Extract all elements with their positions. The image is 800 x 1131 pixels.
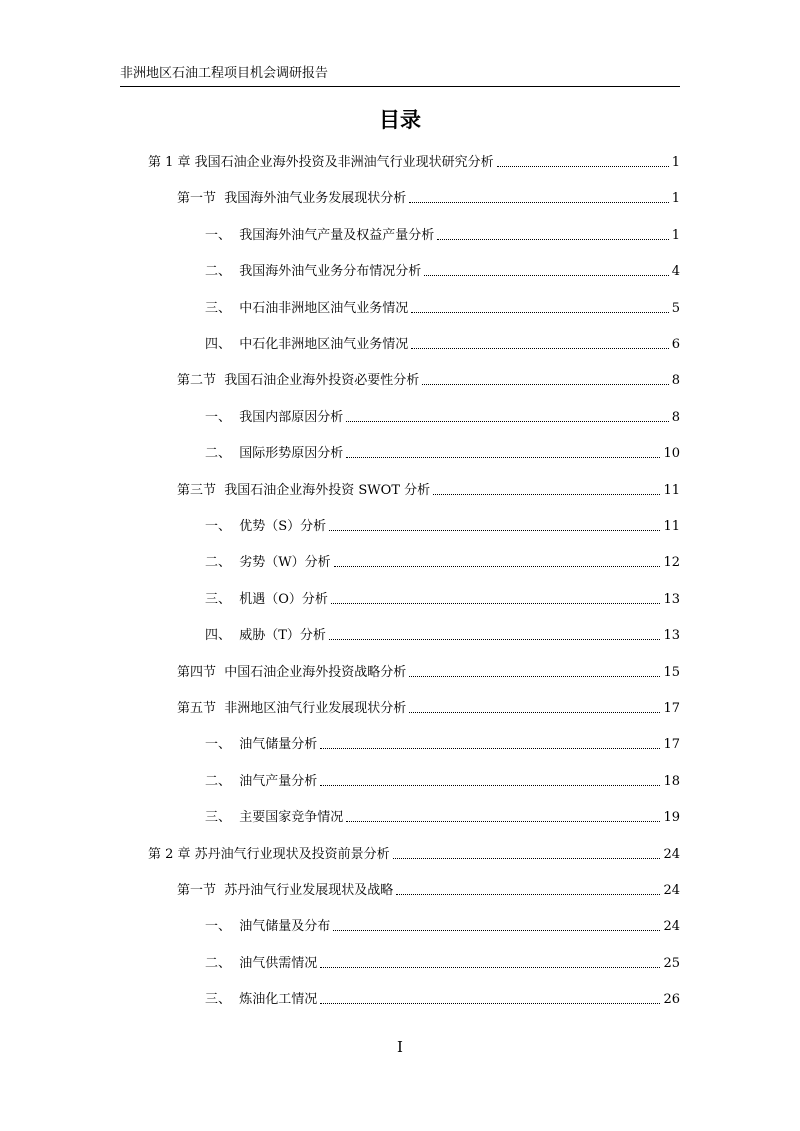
toc-entry-label: 一、 我国海外油气产量及权益产量分析 bbox=[205, 228, 435, 243]
page-number: I bbox=[397, 1038, 403, 1056]
toc-entry-page: 17 bbox=[663, 701, 680, 716]
toc-entry[interactable] bbox=[205, 589, 680, 607]
toc-entry[interactable] bbox=[205, 734, 680, 752]
toc-entry-label: 二、 我国海外油气业务分布情况分析 bbox=[205, 264, 422, 279]
toc-entry-page: 11 bbox=[663, 519, 680, 534]
toc-dot-leader bbox=[333, 929, 660, 931]
toc-entry-page: 12 bbox=[663, 555, 680, 570]
toc-entry-label: 第三节 我国石油企业海外投资 SWOT 分析 bbox=[177, 483, 431, 498]
toc-entry-page: 5 bbox=[671, 301, 680, 316]
toc-entry-page: 6 bbox=[671, 337, 680, 352]
running-header: 非洲地区石油工程项目机会调研报告 bbox=[120, 66, 329, 81]
toc-entry-label: 二、 劣势（W）分析 bbox=[205, 555, 331, 570]
toc-entry-label: 三、 机遇（O）分析 bbox=[205, 592, 328, 607]
toc-entry-page: 4 bbox=[671, 264, 680, 279]
toc-entry-page: 24 bbox=[663, 883, 680, 898]
toc-dot-leader bbox=[320, 966, 660, 968]
toc-entry-page: 18 bbox=[663, 774, 680, 789]
toc-entry-label: 第二节 我国石油企业海外投资必要性分析 bbox=[177, 373, 420, 388]
toc-entry-label: 三、 中石油非洲地区油气业务情况 bbox=[205, 301, 409, 316]
toc-dot-leader bbox=[329, 638, 661, 640]
toc-entry-page: 26 bbox=[663, 992, 680, 1007]
toc-dot-leader bbox=[409, 711, 660, 713]
toc-dot-leader bbox=[409, 675, 660, 677]
toc-dot-leader bbox=[497, 165, 669, 167]
toc-entry[interactable] bbox=[205, 407, 680, 425]
toc-entry[interactable] bbox=[148, 844, 680, 862]
toc-entry-label: 一、 优势（S）分析 bbox=[205, 519, 327, 534]
toc-entry[interactable] bbox=[205, 261, 680, 279]
toc-dot-leader bbox=[411, 311, 668, 313]
toc-entry-page: 24 bbox=[663, 919, 680, 934]
toc-entry-page: 1 bbox=[671, 191, 680, 206]
toc-entry-label: 二、 油气供需情况 bbox=[205, 956, 318, 971]
toc-entry-label: 一、 油气储量分析 bbox=[205, 737, 318, 752]
toc-entry-page: 10 bbox=[663, 446, 680, 461]
toc-entry[interactable] bbox=[205, 625, 680, 643]
toc-entry-page: 15 bbox=[663, 665, 680, 680]
toc-dot-leader bbox=[396, 893, 660, 895]
toc-dot-leader bbox=[424, 274, 668, 276]
toc-dot-leader bbox=[346, 820, 660, 822]
toc-entry-page: 19 bbox=[663, 810, 680, 825]
toc-dot-leader bbox=[331, 602, 661, 604]
toc-entry-label: 第四节 中国石油企业海外投资战略分析 bbox=[177, 665, 407, 680]
toc-entry-label: 三、 主要国家竞争情况 bbox=[205, 810, 344, 825]
toc-entry[interactable] bbox=[205, 443, 680, 461]
toc-entry[interactable] bbox=[205, 516, 680, 534]
toc-dot-leader bbox=[329, 529, 660, 531]
toc-entry-page: 8 bbox=[671, 373, 680, 388]
toc-entry-page: 1 bbox=[671, 228, 680, 243]
toc-entry-label: 四、 中石化非洲地区油气业务情况 bbox=[205, 337, 409, 352]
toc-entry-label: 第 1 章 我国石油企业海外投资及非洲油气行业现状研究分析 bbox=[148, 155, 494, 170]
toc-dot-leader bbox=[433, 493, 660, 495]
toc-entry[interactable] bbox=[205, 989, 680, 1007]
toc-entry[interactable] bbox=[205, 552, 680, 570]
toc-dot-leader bbox=[393, 857, 661, 859]
toc-dot-leader bbox=[411, 347, 668, 349]
toc-entry-label: 第一节 我国海外油气业务发展现状分析 bbox=[177, 191, 407, 206]
toc-entry-page: 25 bbox=[663, 956, 680, 971]
toc-entry[interactable] bbox=[177, 880, 680, 898]
toc-entry[interactable] bbox=[177, 480, 680, 498]
toc-entry-label: 一、 油气储量及分布 bbox=[205, 919, 331, 934]
toc-dot-leader bbox=[422, 383, 668, 385]
toc-entry-page: 13 bbox=[663, 628, 680, 643]
toc-entry[interactable] bbox=[205, 953, 680, 971]
toc-entry-page: 11 bbox=[663, 483, 680, 498]
toc-entry[interactable] bbox=[177, 662, 680, 680]
toc-entry-page: 17 bbox=[663, 737, 680, 752]
toc-entry[interactable] bbox=[177, 370, 680, 388]
toc-dot-leader bbox=[320, 1002, 660, 1004]
toc-entry-label: 二、 国际形势原因分析 bbox=[205, 446, 344, 461]
toc-entry[interactable] bbox=[205, 807, 680, 825]
toc-entry-page: 13 bbox=[663, 592, 680, 607]
toc-entry[interactable] bbox=[205, 771, 680, 789]
toc-entry-label: 一、 我国内部原因分析 bbox=[205, 410, 344, 425]
toc-entry-label: 三、 炼油化工情况 bbox=[205, 992, 318, 1007]
toc-dot-leader bbox=[320, 784, 660, 786]
toc-entry-page: 24 bbox=[663, 847, 680, 862]
toc-entry-label: 四、 威胁（T）分析 bbox=[205, 628, 326, 643]
toc-title: 目录 bbox=[379, 108, 421, 132]
toc-dot-leader bbox=[437, 238, 668, 240]
header-divider bbox=[120, 86, 680, 87]
toc-dot-leader bbox=[346, 456, 660, 458]
toc-entry-label: 第五节 非洲地区油气行业发展现状分析 bbox=[177, 701, 407, 716]
toc-dot-leader bbox=[334, 565, 661, 567]
toc-entry[interactable] bbox=[205, 225, 680, 243]
toc-entry[interactable] bbox=[205, 916, 680, 934]
toc-entry[interactable] bbox=[148, 152, 680, 170]
toc-entry-page: 8 bbox=[671, 410, 680, 425]
toc-entry-page: 1 bbox=[671, 155, 680, 170]
toc-dot-leader bbox=[346, 420, 668, 422]
toc-entry-label: 第一节 苏丹油气行业发展现状及战略 bbox=[177, 883, 394, 898]
toc-entry[interactable] bbox=[205, 334, 680, 352]
toc-entry[interactable] bbox=[177, 698, 680, 716]
toc-dot-leader bbox=[320, 747, 660, 749]
toc-entry-label: 二、 油气产量分析 bbox=[205, 774, 318, 789]
toc-entry[interactable] bbox=[177, 188, 680, 206]
toc-entry[interactable] bbox=[205, 298, 680, 316]
toc-entry-label: 第 2 章 苏丹油气行业现状及投资前景分析 bbox=[148, 847, 390, 862]
toc-dot-leader bbox=[409, 201, 668, 203]
